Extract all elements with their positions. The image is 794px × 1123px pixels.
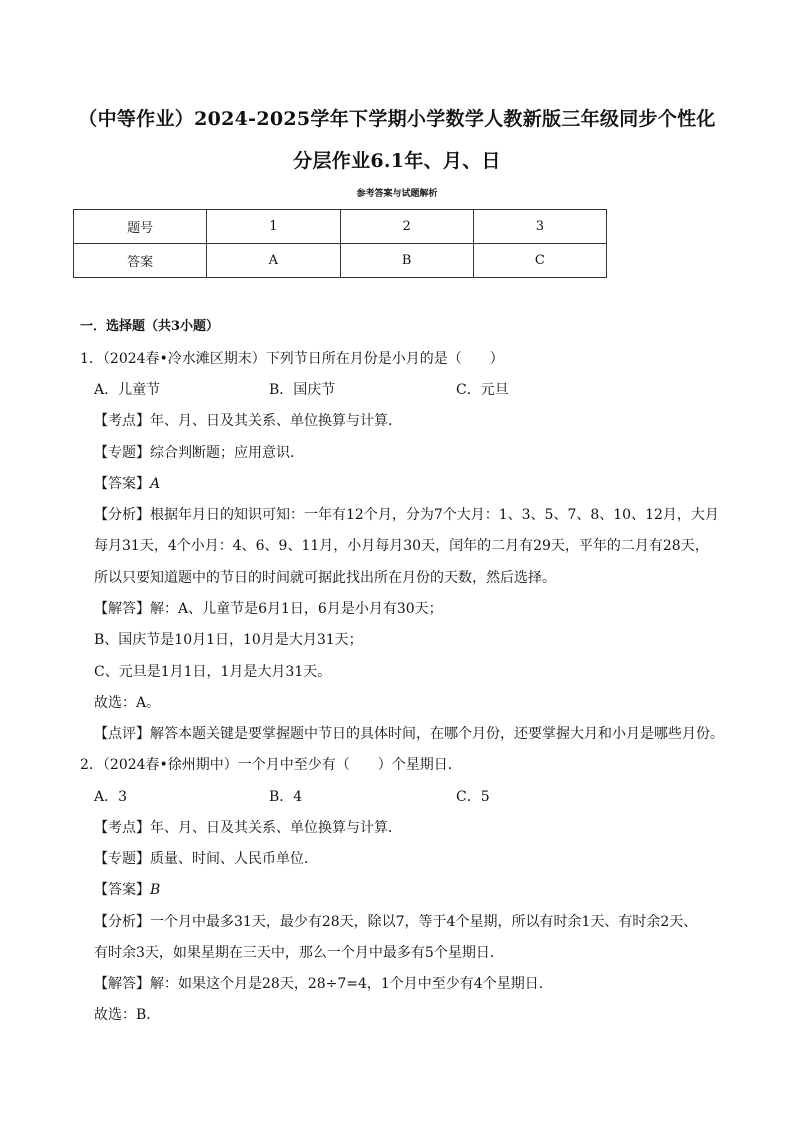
question-1-analysis-line-2: 每月31天，4个小月：4、6、9、11月，小月每月30天，闰年的二月有29天，平年的二月有28天， — [94, 538, 709, 554]
answer-table-number-cell: 3 — [473, 210, 606, 244]
question-2-zhuanti: 【专题】质量、时间、人民币单位． — [94, 851, 318, 867]
answer-table-answer-cell: B — [340, 244, 473, 278]
question-1-stem: 1．（2024春•冷水滩区期末）下列节日所在月份是小月的是（ ） — [80, 351, 504, 367]
answer-table-number-cell: 1 — [207, 210, 340, 244]
question-2-solution-line-1: 【解答】解：如果这个月是28天，28÷7=4，1个月中至少有4个星期日． — [94, 976, 553, 992]
question-2-answer — [94, 881, 160, 899]
question-1-zhuanti: 【专题】综合判断题；应用意识． — [94, 445, 304, 461]
answer-table-header-number: 题号 — [74, 210, 207, 244]
question-1-answer-label: 【答案】 — [94, 476, 150, 492]
document-title-line-2: 分层作业6.1年、月、日 — [293, 150, 501, 172]
question-1-solution-line-3: C、元旦是1月1日，1月是大月31天。 — [94, 664, 332, 680]
question-2-option-c: C．5 — [456, 789, 490, 805]
question-2-analysis-line-2: 有时余3天，如果星期在三天中，那么一个月中最多有5个星期日． — [94, 945, 504, 961]
question-2-answer-value: B — [150, 882, 161, 898]
section-heading: 一．选择题（共3小题） — [80, 319, 220, 334]
question-1-answer — [94, 475, 160, 493]
document-title-line-1: （中等作业）2024-2025学年下学期小学数学人教新版三年级同步个性化 — [78, 108, 716, 130]
answer-table-answer-cell: C — [473, 244, 606, 278]
document-subtitle: 参考答案与试题解析 — [356, 189, 438, 199]
question-1-solution-line-1: 【解答】解：A、儿童节是6月1日，6月是小月有30天； — [94, 601, 443, 617]
question-1-option-b: B．国庆节 — [269, 382, 336, 398]
question-1-option-a: A．儿童节 — [94, 382, 161, 398]
answer-table-answer-cell: A — [207, 244, 340, 278]
question-2-option-b: B．4 — [269, 789, 303, 805]
question-1-comment: 【点评】解答本题关键是要掌握题中节日的具体时间，在哪个月份，还要掌握大月和小月是哪些月份。 — [94, 726, 724, 742]
question-2-stem: 2．（2024春•徐州期中）一个月中至少有（ ）个星期日． — [80, 757, 462, 773]
answer-table-row-answers — [74, 244, 607, 278]
question-2-analysis-line-1: 【分析】一个月中最多31天，最少有28天，除以7，等于4个星期，所以有时余1天、有时余2天、 — [94, 914, 698, 930]
answer-table — [73, 209, 607, 278]
question-2-kaodian: 【考点】年、月、日及其关系、单位换算与计算． — [94, 820, 402, 836]
question-1-solution-line-4: 故选：A。 — [94, 695, 161, 711]
question-1-kaodian: 【考点】年、月、日及其关系、单位换算与计算． — [94, 413, 402, 429]
question-1-answer-value: A — [150, 476, 161, 492]
answer-table-number-cell: 2 — [340, 210, 473, 244]
question-2-option-a: A．3 — [94, 789, 128, 805]
answer-table-row-numbers — [74, 210, 607, 244]
question-1-solution-line-2: B、国庆节是10月1日，10月是大月31天； — [94, 632, 363, 648]
question-1-option-c: C．元旦 — [456, 382, 509, 398]
question-1-analysis-line-1: 【分析】根据年月日的知识可知：一年有12个月，分为7个大月：1、3、5、7、8、10、12月，大月 — [94, 507, 719, 523]
question-2-answer-label: 【答案】 — [94, 882, 150, 898]
question-1-analysis-line-3: 所以只要知道题中的节日的时间就可据此找出所在月份的天数，然后选择。 — [94, 570, 556, 586]
question-2-solution-line-2: 故选：B． — [94, 1007, 161, 1023]
answer-table-header-answer: 答案 — [74, 244, 207, 278]
